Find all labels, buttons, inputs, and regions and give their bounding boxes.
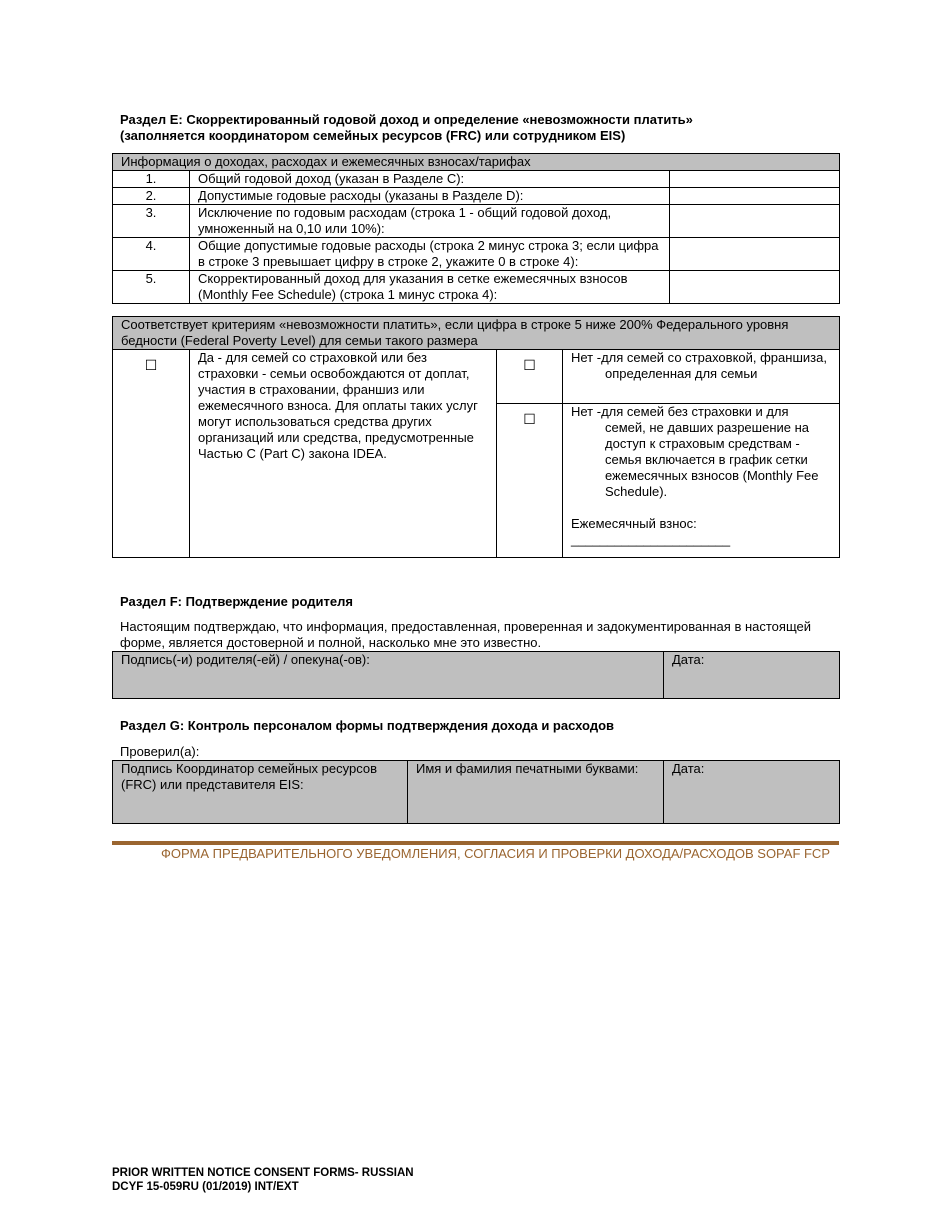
income-table-header: Информация о доходах, расходах и ежемесячных взносах/тарифах xyxy=(113,154,840,171)
staff-signature-field[interactable]: Подпись Координатор семейных ресурсов (FRC) или представителя EIS: xyxy=(113,761,408,824)
no-uninsured-checkbox[interactable]: ☐ xyxy=(497,404,563,558)
table-row xyxy=(113,271,840,304)
table-row xyxy=(113,188,840,205)
no-insured-text: Нет -для семей со страховкой, франшиза, определенная для семьи xyxy=(563,350,840,404)
row-number: 2. xyxy=(113,188,190,205)
section-f-title: Раздел F: Подтверждение родителя xyxy=(120,594,353,609)
table-row xyxy=(113,171,840,188)
income-table xyxy=(112,153,840,304)
eligibility-header-row xyxy=(113,317,840,350)
yes-text: Да - для семей со страховкой или без страховки - семьи освобождаются от доплат, участия в страховании, франшиз или ежемесячного взноса. Для оплаты таких услуг могут использоваться средства других организаций или средства, предусмотренные Частью C (Part C) закона IDEA. xyxy=(190,350,497,558)
row-text: Допустимые годовые расходы (указаны в Разделе D): xyxy=(190,188,670,205)
monthly-fee-label: Ежемесячный взнос: xyxy=(571,516,697,531)
parent-date-field[interactable]: Дата: xyxy=(664,652,840,699)
row-value-field[interactable] xyxy=(670,238,840,271)
staff-date-field[interactable]: Дата: xyxy=(664,761,840,824)
checked-by-label: Проверил(а): xyxy=(120,744,200,759)
row-number: 5. xyxy=(113,271,190,304)
no-uninsured-text: Нет -для семей без страховки и для семей, не давших разрешение на доступ к страховым средствам - семья включается в график сетки ежемесячных взносов (Monthly Fee Schedule). xyxy=(571,404,819,499)
footer-divider xyxy=(112,841,839,845)
section-f-statement: Настоящим подтверждаю, что информация, предоставленная, проверенная и задокументированная в настоящей форме, является достоверной и полной, насколько мне это известно. xyxy=(120,619,811,650)
table-row xyxy=(113,761,840,824)
footer-form-title: ФОРМА ПРЕДВАРИТЕЛЬНОГО УВЕДОМЛЕНИЯ, СОГЛАСИЯ И ПРОВЕРКИ ДОХОДА/РАСХОДОВ SOPAF FCP xyxy=(161,846,830,861)
parent-signature-table xyxy=(112,651,840,699)
row-number: 1. xyxy=(113,171,190,188)
no-insured-checkbox[interactable]: ☐ xyxy=(497,350,563,404)
parent-signature-field[interactable]: Подпись(-и) родителя(-ей) / опекуна(-ов): xyxy=(113,652,664,699)
row-value-field[interactable] xyxy=(670,188,840,205)
row-value-field[interactable] xyxy=(670,271,840,304)
eligibility-header: Соответствует критериям «невозможности платить», если цифра в строке 5 ниже 200% Федерального уровня бедности (Federal Poverty Level) для семьи такого размера xyxy=(113,317,840,350)
monthly-fee-field[interactable]: ______________________ xyxy=(571,532,731,547)
table-row xyxy=(113,205,840,238)
row-text: Скорректированный доход для указания в сетке ежемесячных взносов (Monthly Fee Schedule) (строка 1 минус строка 4): xyxy=(190,271,670,304)
eligibility-row xyxy=(113,350,840,404)
table-row xyxy=(113,238,840,271)
section-g-title: Раздел G: Контроль персоналом формы подтверждения дохода и расходов xyxy=(120,718,615,733)
row-number: 3. xyxy=(113,205,190,238)
staff-signature-table xyxy=(112,760,840,824)
income-table-header-row xyxy=(113,154,840,171)
section-e-title-line2: (заполняется координатором семейных ресурсов (FRC) или сотрудником EIS) xyxy=(120,128,626,143)
row-text: Общие допустимые годовые расходы (строка 2 минус строка 3; если цифра в строке 3 превышает цифру в строке 2, укажите 0 в строке 4): xyxy=(190,238,670,271)
doc-name: PRIOR WRITTEN NOTICE CONSENT FORMS- RUSSIAN xyxy=(112,1167,414,1179)
row-value-field[interactable] xyxy=(670,205,840,238)
table-row xyxy=(113,652,840,699)
row-text: Исключение по годовым расходам (строка 1 - общий годовой доход, умноженный на 0,10 или 10%): xyxy=(190,205,670,238)
section-e-title xyxy=(120,112,693,144)
staff-name-field[interactable]: Имя и фамилия печатными буквами: xyxy=(408,761,664,824)
row-value-field[interactable] xyxy=(670,171,840,188)
section-e-title-line1: Раздел E: Скорректированный годовой доход и определение «невозможности платить» xyxy=(120,112,693,127)
yes-checkbox[interactable]: ☐ xyxy=(113,350,190,558)
row-number: 4. xyxy=(113,238,190,271)
eligibility-table xyxy=(112,316,840,558)
row-text: Общий годовой доход (указан в Разделе C): xyxy=(190,171,670,188)
no-uninsured-cell xyxy=(563,404,840,558)
doc-id: DCYF 15-059RU (01/2019) INT/EXT xyxy=(112,1181,299,1193)
